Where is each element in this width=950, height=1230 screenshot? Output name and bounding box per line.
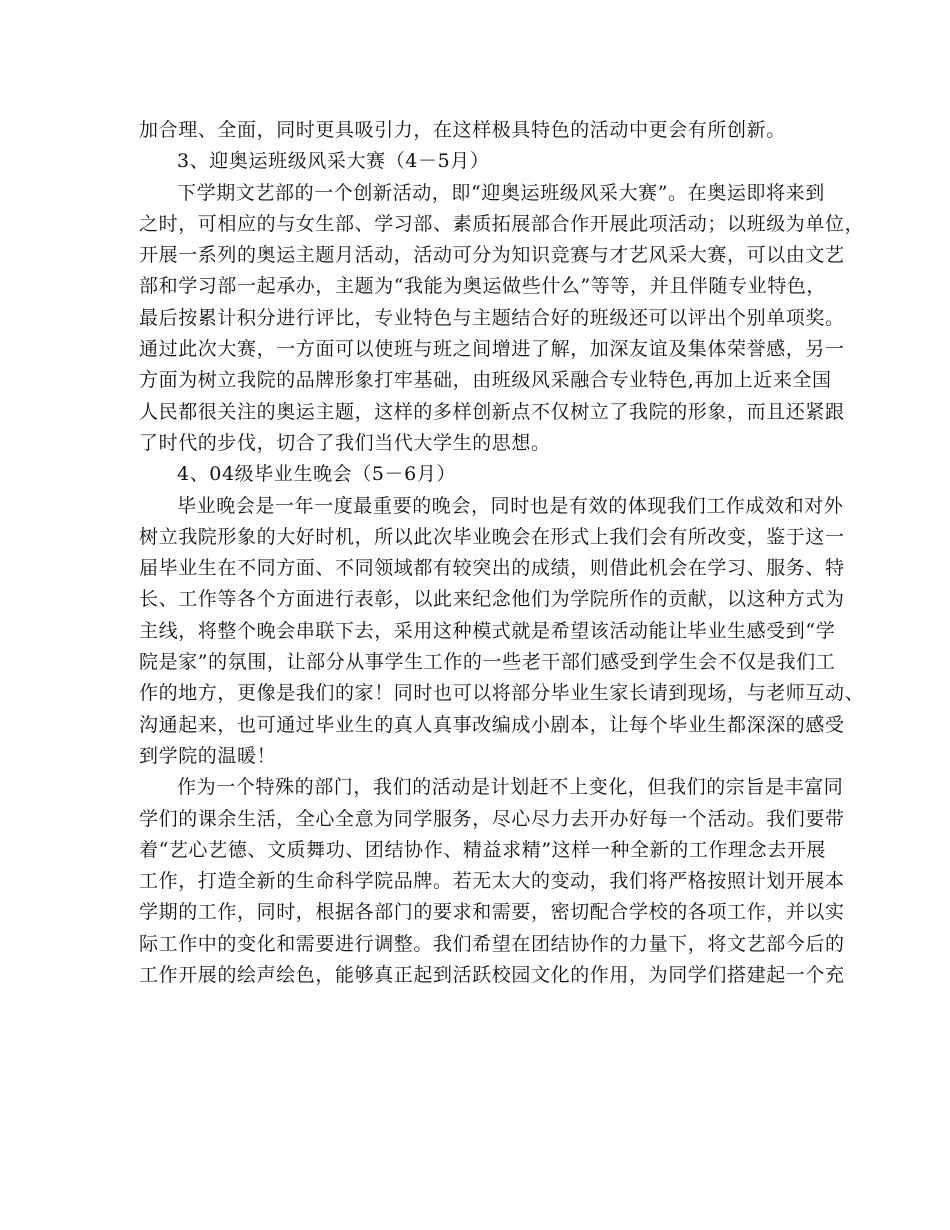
text-line: 届毕业生在不同方面、不同领域都有较突出的成绩，则借此机会在学习、服务、特	[139, 557, 845, 580]
text-line: 下学期文艺部的一个创新活动，即“迎奥运班级风采大赛”。在奥运即将来到	[177, 181, 825, 204]
text-line: 人民都很关注的奥运主题，这样的多样创新点不仅树立了我院的形象，而且还紧跟	[139, 400, 845, 423]
text-line: 树立我院形象的大好时机，所以此次毕业晚会在形式上我们会有所改变，鉴于这一	[139, 525, 845, 548]
text-line: 之时，可相应的与女生部、学习部、素质拓展部合作开展此项活动；以班级为单位，	[139, 212, 865, 235]
text-line: 作为一个特殊的部门，我们的活动是计划赶不上变化，但我们的宗旨是丰富同	[177, 776, 844, 799]
document-body	[139, 115, 865, 991]
text-line: 工作，打造全新的生命科学院品牌。若无太大的变动，我们将严格按照计划开展本	[139, 870, 845, 893]
text-line: 沟通起来，也可通过毕业生的真人真事改编成小剧本，让每个毕业生都深深的感受	[139, 713, 845, 736]
text-line: 工作开展的绘声绘色，能够真正起到活跃校园文化的作用，为同学们搭建起一个充	[139, 964, 845, 987]
paragraph	[139, 178, 865, 460]
text-line: 到学院的温暖！	[139, 744, 277, 767]
text-line: 院是家”的氛围，让部分从事学生工作的一些老干部们感受到学生会不仅是我们工	[139, 651, 836, 674]
section-heading	[139, 459, 829, 490]
section-heading	[139, 146, 829, 177]
text-line: 通过此次大赛，一方面可以使班与班之间增进了解，加深友谊及集体荣誉感，另一	[139, 338, 845, 361]
text-line: 着“艺心艺德、文质舞功、团结协作、精益求精”这样一种全新的工作理念去开展	[139, 838, 827, 861]
text-line: 作的地方，更像是我们的家！同时也可以将部分毕业生家长请到现场，与老师互动、	[139, 682, 865, 705]
text-line: 长、工作等各个方面进行表彰，以此来纪念他们为学院所作的贡献，以这种方式为	[139, 588, 845, 611]
paragraph	[139, 115, 829, 146]
text-line: 部和学习部一起承办，主题为“我能为奥运做些什么”等等，并且伴随专业特色，	[139, 275, 827, 298]
text-line: 了时代的步伐，切合了我们当代大学生的思想。	[139, 431, 551, 454]
text-line: 3、迎奥运班级风采大赛（4－5月）	[177, 150, 490, 173]
text-line: 学们的课余生活，全心全意为同学服务，尽心尽力去开办好每一个活动。我们要带	[139, 807, 845, 830]
text-line: 开展一系列的奥运主题月活动，活动可分为知识竞赛与才艺风采大赛，可以由文艺	[139, 244, 845, 267]
paragraph	[139, 772, 845, 991]
text-line: 4、04级毕业生晚会（5－6月）	[177, 463, 457, 486]
text-line: 学期的工作，同时，根据各部门的要求和需要，密切配合学校的各项工作，并以实	[139, 901, 845, 924]
text-line: 最后按累计积分进行评比，专业特色与主题结合好的班级还可以评出个别单项奖。	[139, 306, 845, 329]
text-line: 加合理、全面，同时更具吸引力，在这样极具特色的活动中更会有所创新。	[139, 119, 786, 141]
paragraph	[139, 491, 865, 773]
text-line: 际工作中的变化和需要进行调整。我们希望在团结协作的力量下，将文艺部今后的	[139, 932, 845, 955]
text-line: 毕业晚会是一年一度最重要的晚会，同时也是有效的体现我们工作成效和对外	[177, 494, 844, 517]
text-line: 主线，将整个晚会串联下去，采用这种模式就是希望该活动能让毕业生感受到“学	[139, 619, 836, 642]
text-line: 方面为树立我院的品牌形象打牢基础，由班级风采融合专业特色,再加上近来全国	[139, 369, 832, 392]
